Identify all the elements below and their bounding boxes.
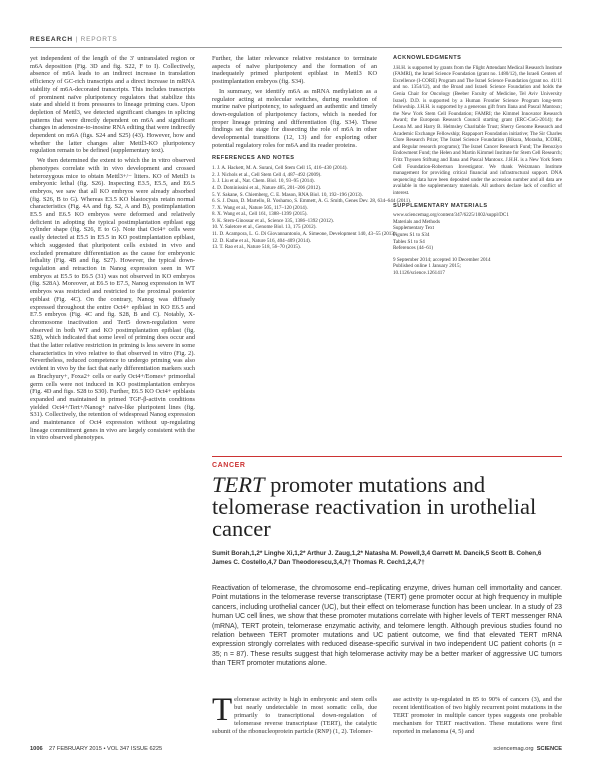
acknowledgments-text: J.H.H. is supported by grants from the Flight Attendant Medical Research Institute (FAMRI), the Israel Science Foundation (grant no. 1480/12), the Israeli Centers of Excellence (I-CORE) Program and The Israel Science Foundation (grant no. 41/11 and no. 1354/12), and the Broad and Israeli Science Foundation and holds the Genia Chair for Oncology (Beeber Faculty of Medicine, Tel Aviv University Israel). D.D. is supported by a Human Frontier Science Program long-term fellowship. J.H.H. is supported by a generous gift from Ilana and Pascal Mantoux; the New York Stem Cell Foundation; FAMRI; the Kimmel Innovator Research Award; the European Research Council starting grant (ERC-CoG-2014); the Leona M. and Harry B. Helmsley Charitable Trust; Sherry Genome Research and Academic Exchange Fellowship; Rappaport Foundation initiative; The Sir Charles Clore Research Prize; The Israel Science Foundation (Bikura, Morasha, ICORE, and Regular research programs); The Israel Cancer Research Fund; The Benoziyo Endowment Fund; the Helen and Martin Kimmel Institute for Stem Cell Research; Fritz Thyssen Stiftung and Ilana and Pascal Mantoux. J.H.H. is a New York Stem Cell Foundation-Robertson Investigator. We thank Weizmann Institute management for providing critical financial and infrastructural support. DNA sequencing data have been deposited under the accession number and all data are available in the supplementary materials. All authors declare lack of conflict of interest.: [393, 64, 562, 196]
header-separator: |: [75, 36, 78, 43]
date-line: 9 September 2014; accepted 10 December 2014: [393, 256, 491, 263]
supplementary-heading: SUPPLEMENTARY MATERIALS: [393, 202, 488, 209]
article-authors: Sumit Borah,1,2* Linghe Xi,1,2* Arthur J. Zaug,1,2* Natasha M. Powell,3,4 Garrett M. Dancik,5 Scott B. Cohen,6 James C. Costello,4,7 Dan Theodorescu,3,4,7† Thomas R. Cech1,2,4,7†: [212, 550, 542, 566]
supplementary-item: www.sciencemag.org/content/347/6225/1002/suppl/DC1: [393, 212, 509, 219]
article-divider-rule: [212, 456, 562, 457]
supplementary-item: References (44–61): [393, 245, 434, 252]
article-abstract: Reactivation of telomerase, the chromosome end–replicating enzyme, drives human cell immortality and cancer. Point mutations in the telomerase reverse transcriptase (TERT) gene promoter occur at high frequency in multiple cancers, including urothelial cancer (UC), but their effect on telomerase function has been unclear. In a study of 23 human UC cell lines, we show that these promoter mutations correlate with higher levels of TERT messenger RNA (mRNA), TERT protein, telomerase enzymatic activity, and telomere length. Although previous studies found no relation between TERT promoter mutations and UC patient outcome, we find that elevated TERT mRNA expression strongly correlates with reduced disease-specific survival in two independent UC patient cohorts (n = 35; n = 87). These results suggest that high telomerase activity may be a better marker of aggressive UC tumors than TERT promoter mutations alone.: [212, 585, 562, 668]
reference-item: 9. K. Stern-Ginossar et al., Science 335, 1386–1392 (2012).: [212, 217, 334, 224]
reference-item: 2. J. Nichols et al., Cell Stem Cell 4, 487–492 (2009).: [212, 171, 322, 178]
running-header: [30, 36, 562, 43]
reference-item: 13. T. Rao et al., Nature 518, 56–70 (2015).: [212, 244, 301, 251]
body-paragraph: We then determined the extent to which the in vitro observed phenotypes correlate with in vivo development and crossed heterozygous mice to obtain Mettl3+/− litters. KO of Mettl3 is embryonic lethal (fig. S26). Inspecting E3.5, E5.5, and E6.5 embryos, we saw that all KO embryos were already absorbed (fig. S26, B to G). Whereas E3.5 KO blastocysts retain normal characteristics (Fig. 4A and fig. S2, A and B), postimplantation E5.5 and E6.5 KO embryos were deformed and relatively deficient in adopting the typical postimplantation epiblast egg cylinder shape (fig. S26, E to G). Note that Oct4+ cells were easily detected at E5.5 in E5.5 in KO postimplantation epiblast, which suggested that pluripotent cells existed in vivo and excluded premature differentiation as the cause for embryonic lethality (Fig. 4B and fig. S27). However, the typical down-regulation and retraction in Nanog expression seen in WT embryos at E5.5 to E6.5 (31) was not observed in KO embryos (fig. S28A). Moreover, at E6.5 to E7.5, Nanog expression in WT embryos was restricted and restricted to the proximal posterior epiblast (Fig. 4C). On the contrary, Nanog was diffusely expressed throughout the entire Oct4+ epiblast in KO E6.5 and E7.5 embryos (Fig. 4C and fig. S28, B and C). Notably, X-chromosome inactivation and Tert5 down-regulation were observed in both WT and KO postimplantation epiblast (fig. S28), which indicated that some level of priming does occur and that the latter relative restriction in priming is less severe in some characteristics in vivo relative to that observed in vitro (Fig. 2). Nevertheless, reduced competence to undergo priming was also evident in vivo by the fact that early differentiation markers such as Brachyury+, Foxa2+ cells or early Oct4+/Eomes+ primordial germ cells were not induced in KO postimplantation embryos (Fig. 4D and figs. S28 to S30). Further, E6.5 KO Oct4+ epiblasts expanded and maintained in primed TGF-β-activin conditions yielded Oct4+/Tert+/Nanog+ naïve-like pluripotent lines (fig. S31). Collectively, the retention of widespread Nanog expression and maintenance of Oct4 expression without up-regulating lineage commitment genes in vivo are largely consistent with the in vitro observed phenotypes.: [30, 157, 195, 442]
supplementary-item: Figures S1 to S34: [393, 232, 430, 239]
reference-item: 12. D. Kathe et al., Nature 516, 404–409 (2014).: [212, 237, 312, 244]
article-body-text: ase activity is up-regulated in 85 to 90% of cancers (3), and the recent identification of two highly recurrent point mutations in the TERT promoter in multiple cancer types suggests one probable mechanism for TERT reactivation. These mutations were first reported in melanoma (4, 5) and: [393, 696, 562, 735]
article-kicker: CANCER: [212, 462, 246, 469]
references-heading: REFERENCES AND NOTES: [212, 155, 295, 162]
title-gene-name: TERT: [212, 472, 265, 497]
footer-right: [493, 746, 562, 752]
reference-item: 5. Y. Sakane, S. Chiemberg, C. E. Mason, RNA Biol. 10, 192–196 (2013).: [212, 191, 363, 198]
reference-item: 3. J. Liu et al., Nat. Chem. Biol. 10, 93–95 (2014).: [212, 178, 315, 185]
header-section: RESEARCH: [30, 36, 73, 43]
publication-dates: [393, 257, 562, 277]
journal-name: SCIENCE: [536, 746, 562, 752]
column-1: [30, 55, 195, 444]
reference-item: 1. J. A. Hackett, M. A. Surani, Cell Stem Cell 15, 416–430 (2014).: [212, 165, 348, 172]
supplementary-item: Tables S1 to S4: [393, 238, 425, 245]
reference-item: 7. X. Wang et al., Nature 505, 117–120 (2014).: [212, 204, 308, 211]
acknowledgments-heading: ACKNOWLEDGMENTS: [393, 55, 462, 61]
reference-item: 8. X. Wang et al., Cell 161, 1388–1399 (2015).: [212, 211, 308, 218]
body-paragraph: yet independent of the length of the 3′ untranslated region or m6A deposition (Fig. 3D and fig. S22, F to I). Collectively, absence of m6A leads to an indirect increase in translation efficiency of GC-rich transcripts and a direct increase in mRNA stability of m6A-decorated transcripts. This includes transcripts of prominent naïve pluripotency regulators that stabilize this state and shield it from pressures to lineage priming cues. Upon depletion of Mettl3, we detected significant changes in splicing patterns that were directly dependent on m6A and significant changes in adenosine-to-inosine RNA editing that were indirectly dependent on m6A (figs. S24 and S25) (43). However, how and whether the latter changes alter Mettl3-KO pluripotency regulation remain to be defined (supplementary text).: [30, 55, 195, 155]
issue-info: 27 FEBRUARY 2015 • VOL 347 ISSUE 6225: [48, 746, 163, 752]
reference-item: 6. S. J. Duan, D. Martello, B. Yoshamo, S. Emmett, A. G. Smith, Genes Dev. 28, 634–644 (2011).: [212, 198, 412, 205]
title-text: promoter mutations and telomerase reactivation in urothelial cancer: [212, 472, 537, 541]
header-rule: [30, 47, 562, 48]
footer-left: [30, 746, 162, 752]
article-body-col-1: [212, 692, 377, 736]
article-title: [212, 474, 562, 540]
header-subsection: REPORTS: [80, 36, 118, 43]
drop-cap: T: [212, 692, 233, 728]
supplementary-item: Supplementary Text: [393, 225, 434, 232]
supplementary-list: [393, 212, 562, 252]
site-name: sciencemag.org: [493, 746, 534, 752]
reference-item: 11. D. Acampora, L. G. Di Giovannantonio, A. Simeone, Development 140, 43–55 (2013).: [212, 231, 397, 238]
page-number: 1006: [30, 746, 43, 752]
supplementary-item: Materials and Methods: [393, 218, 440, 225]
article-body-text: elomerase activity is high in embryonic and stem cells but nearly undetectable in most somatic cells, due primarily to transcriptional down-regulation of telomerase reverse transcriptase (TERT), the catalytic subunit of the ribonucleoprotein particle (RNP) (1, 2). Telomer-: [212, 696, 377, 735]
article-body-col-2: [393, 696, 562, 736]
date-line: Published online 1 January 2015;: [393, 263, 461, 270]
body-paragraph: Further, the latter relevance relative resistance to terminate aspects of naïve pluripotency and the formation of an inadequately primed pluripotent epiblast in Mettl3 KO postimplantation embryos (fig. S34).: [212, 55, 377, 86]
body-paragraph: In summary, we identify m6A as mRNA methylation as a regulator acting at molecular switches, during resolution of murine naïve pluripotency, to safeguard an authentic and timely down-regulation of pluripotency factors, which is needed for proper lineage priming and differentiation (fig. S34). These findings set the stage for dissecting the role of m6A in other developmental transitions (12, 13) and for exploring other potential regulatory roles for m6A and its reader proteins.: [212, 87, 377, 149]
doi-line: 10.1126/science.1261417: [393, 270, 445, 277]
column-3: [393, 55, 562, 277]
reference-item: 4. D. Dominissini et al., Nature 485, 201–206 (2012).: [212, 184, 322, 191]
reference-item: 10. Y. Saletore et al., Genome Biol. 13, 175 (2012).: [212, 224, 317, 231]
